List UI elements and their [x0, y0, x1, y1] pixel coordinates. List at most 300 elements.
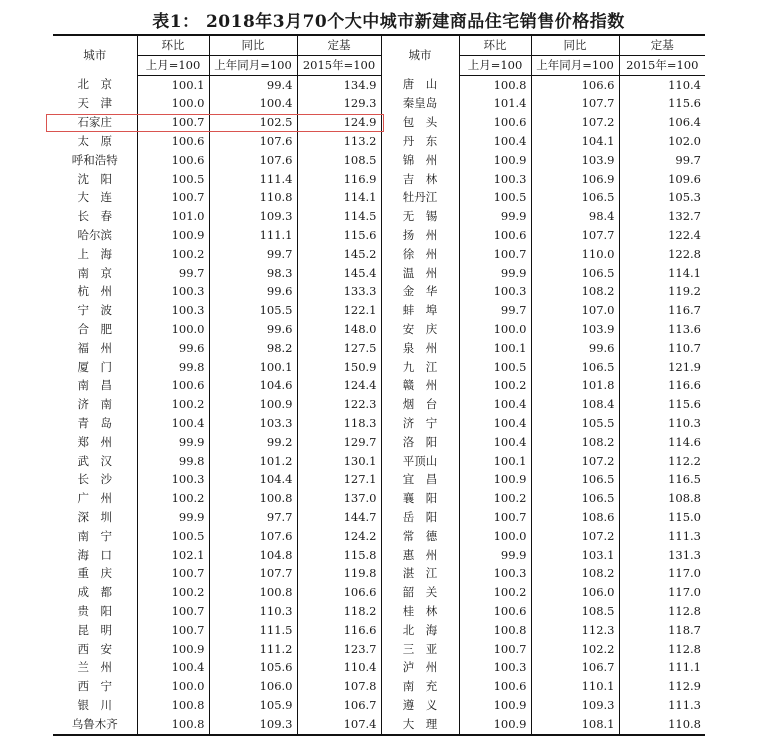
- cell-fixed-left: 114.5: [297, 207, 381, 226]
- table-row: [53, 489, 705, 508]
- cell-city-left: 合 肥: [53, 320, 137, 339]
- cell-city-left: 西 宁: [53, 677, 137, 696]
- cell-yoy-right: 107.2: [531, 452, 619, 471]
- cell-fixed-right: 117.0: [668, 585, 701, 600]
- header-row-2: [53, 55, 705, 75]
- cell-mom-left: 100.0: [137, 320, 209, 339]
- cell-yoy-left: 97.7: [209, 508, 297, 527]
- cell-yoy-left: 100.8: [209, 489, 297, 508]
- cell-fixed-right: 118.7: [668, 622, 701, 637]
- cell-fixed-left: 115.6: [297, 226, 381, 245]
- table-row: [53, 508, 705, 527]
- cell-yoy-right: 107.2: [531, 527, 619, 546]
- cell-mom-left: 99.8: [137, 452, 209, 471]
- cell-yoy-right: 102.2: [531, 640, 619, 659]
- table-row: [53, 677, 705, 696]
- cell-mom-left: 100.6: [137, 151, 209, 170]
- cell-yoy-right: 106.0: [531, 583, 619, 602]
- cell-yoy-left: 104.6: [209, 376, 297, 395]
- table-row: [53, 94, 705, 113]
- cell-mom-right: 100.9: [459, 696, 531, 715]
- table-row: [53, 264, 705, 283]
- cell-yoy-right: 107.7: [531, 94, 619, 113]
- cell-fixed-left: 106.6: [297, 583, 381, 602]
- cell-mom-left: 100.3: [137, 301, 209, 320]
- cell-city-left: 青 岛: [53, 414, 137, 433]
- table-row: [53, 226, 705, 245]
- cell-fixed-left: 130.1: [297, 452, 381, 471]
- cell-yoy-left: 99.2: [209, 433, 297, 452]
- cell-city-right: 北 海: [381, 621, 459, 640]
- cell-fixed-left: 148.0: [297, 320, 381, 339]
- cell-city-left: 上 海: [53, 245, 137, 264]
- cell-fixed-left: 107.4: [297, 715, 381, 735]
- cell-yoy-left: 109.3: [209, 207, 297, 226]
- table-row: [53, 376, 705, 395]
- cell-fixed-right: 111.3: [668, 528, 701, 543]
- cell-city-right: 岳 阳: [381, 508, 459, 527]
- cell-city-left: 沈 阳: [53, 170, 137, 189]
- cell-yoy-left: 104.4: [209, 470, 297, 489]
- cell-mom-left: 100.9: [137, 226, 209, 245]
- cell-yoy-right: 107.7: [531, 226, 619, 245]
- cell-mom-left: 100.4: [137, 658, 209, 677]
- cell-mom-left: 100.2: [137, 489, 209, 508]
- cell-yoy-right: 106.5: [531, 489, 619, 508]
- table-row: [53, 301, 705, 320]
- cell-city-left: 重 庆: [53, 564, 137, 583]
- cell-yoy-left: 105.6: [209, 658, 297, 677]
- cell-mom-right: 100.8: [459, 621, 531, 640]
- cell-mom-left: 100.7: [137, 602, 209, 621]
- cell-city-right: 唐 山: [381, 75, 459, 94]
- cell-yoy-right: 105.5: [531, 414, 619, 433]
- table-row: [53, 75, 705, 94]
- cell-yoy-left: 99.6: [209, 282, 297, 301]
- cell-yoy-right: 108.5: [531, 602, 619, 621]
- cell-fixed-right: 132.7: [668, 209, 701, 224]
- cell-mom-left: 99.7: [137, 264, 209, 283]
- cell-city-right: 牡丹江: [381, 188, 459, 207]
- cell-fixed-right: 105.3: [668, 190, 701, 205]
- cell-mom-right: 100.4: [459, 132, 531, 151]
- cell-city-right: 金 华: [381, 282, 459, 301]
- subheader-fixed-left: 2015年=100: [297, 55, 381, 75]
- cell-mom-left: 100.5: [137, 527, 209, 546]
- cell-fixed-right: 119.2: [668, 284, 701, 299]
- cell-yoy-right: 108.2: [531, 282, 619, 301]
- cell-city-right: 桂 林: [381, 602, 459, 621]
- cell-fixed-right: 114.1: [668, 265, 701, 280]
- cell-mom-left: 100.6: [137, 132, 209, 151]
- cell-mom-right: 100.1: [459, 339, 531, 358]
- cell-fixed-right: 110.7: [668, 340, 701, 355]
- cell-mom-left: 100.2: [137, 245, 209, 264]
- cell-fixed-left: 113.2: [297, 132, 381, 151]
- table-row: [53, 132, 705, 151]
- cell-city-left: 宁 波: [53, 301, 137, 320]
- cell-fixed-left: 116.6: [297, 621, 381, 640]
- cell-mom-left: 100.2: [137, 583, 209, 602]
- cell-mom-left: 100.0: [137, 94, 209, 113]
- cell-yoy-left: 105.5: [209, 301, 297, 320]
- cell-mom-left: 100.8: [137, 715, 209, 735]
- cell-city-right: 常 德: [381, 527, 459, 546]
- cell-mom-right: 100.8: [459, 75, 531, 94]
- cell-fixed-right: 110.3: [668, 415, 701, 430]
- cell-city-right: 锦 州: [381, 151, 459, 170]
- cell-city-left: 大 连: [53, 188, 137, 207]
- cell-mom-left: 100.4: [137, 414, 209, 433]
- cell-fixed-right: 112.9: [668, 679, 701, 694]
- cell-yoy-right: 108.1: [531, 715, 619, 735]
- header-mom-left: 环比: [137, 35, 209, 55]
- cell-fixed-right: 117.0: [668, 566, 701, 581]
- cell-yoy-left: 98.2: [209, 339, 297, 358]
- cell-mom-left: 100.7: [137, 621, 209, 640]
- cell-yoy-right: 106.6: [531, 75, 619, 94]
- cell-city-right: 韶 关: [381, 583, 459, 602]
- cell-yoy-right: 101.8: [531, 376, 619, 395]
- cell-fixed-left: 115.8: [297, 546, 381, 565]
- cell-fixed-right: 108.8: [668, 491, 701, 506]
- cell-yoy-left: 107.6: [209, 132, 297, 151]
- cell-mom-left: 99.6: [137, 339, 209, 358]
- cell-fixed-right: 121.9: [668, 359, 701, 374]
- cell-fixed-right: 115.0: [668, 509, 701, 524]
- cell-mom-left: 100.7: [137, 188, 209, 207]
- cell-yoy-right: 110.0: [531, 245, 619, 264]
- cell-fixed-left: 127.5: [297, 339, 381, 358]
- table-row: [53, 282, 705, 301]
- header-fixed-left: 定基: [297, 35, 381, 55]
- cell-fixed-left: 106.7: [297, 696, 381, 715]
- table-row: [53, 207, 705, 226]
- cell-fixed-right: 115.6: [668, 96, 701, 111]
- cell-city-left: 石家庄: [53, 113, 137, 132]
- cell-mom-right: 100.7: [459, 640, 531, 659]
- cell-mom-right: 100.3: [459, 658, 531, 677]
- cell-fixed-right: 116.5: [668, 472, 701, 487]
- cell-fixed-right: 110.8: [619, 715, 705, 735]
- header-yoy-right: 同比: [531, 35, 619, 55]
- cell-mom-right: 100.7: [459, 508, 531, 527]
- cell-city-left: 太 原: [53, 132, 137, 151]
- cell-fixed-left: 107.8: [297, 677, 381, 696]
- cell-mom-right: 100.5: [459, 358, 531, 377]
- cell-mom-left: 100.3: [137, 470, 209, 489]
- cell-mom-right: 100.6: [459, 677, 531, 696]
- cell-fixed-left: 116.9: [297, 170, 381, 189]
- cell-fixed-left: 108.5: [297, 151, 381, 170]
- cell-yoy-left: 100.1: [209, 358, 297, 377]
- cell-mom-left: 99.9: [137, 433, 209, 452]
- cell-mom-left: 101.0: [137, 207, 209, 226]
- cell-mom-right: 100.6: [459, 226, 531, 245]
- cell-fixed-left: 124.9: [297, 113, 381, 132]
- cell-fixed-right: 113.6: [668, 321, 701, 336]
- cell-city-left: 银 川: [53, 696, 137, 715]
- table-row: [53, 113, 705, 132]
- cell-yoy-right: 107.2: [531, 113, 619, 132]
- header-fixed-right: 定基: [619, 35, 705, 55]
- cell-mom-right: 100.7: [459, 245, 531, 264]
- cell-fixed-right: 112.8: [668, 603, 701, 618]
- cell-fixed-left: 124.2: [297, 527, 381, 546]
- cell-city-right: 平顶山: [381, 452, 459, 471]
- cell-city-left: 广 州: [53, 489, 137, 508]
- cell-city-right: 济 宁: [381, 414, 459, 433]
- cell-city-right: 包 头: [381, 113, 459, 132]
- table-row: [53, 320, 705, 339]
- cell-city-right: 遵 义: [381, 696, 459, 715]
- cell-mom-right: 100.4: [459, 433, 531, 452]
- cell-mom-left: 99.8: [137, 358, 209, 377]
- cell-city-right: 泸 州: [381, 658, 459, 677]
- table-row: [53, 564, 705, 583]
- header-yoy-left: 同比: [209, 35, 297, 55]
- cell-yoy-left: 111.4: [209, 170, 297, 189]
- cell-yoy-right: 108.2: [531, 564, 619, 583]
- cell-city-left: 厦 门: [53, 358, 137, 377]
- cell-mom-right: 100.2: [459, 583, 531, 602]
- cell-city-right: 九 江: [381, 358, 459, 377]
- cell-yoy-left: 109.3: [209, 715, 297, 735]
- cell-city-left: 呼和浩特: [53, 151, 137, 170]
- cell-city-right: 泉 州: [381, 339, 459, 358]
- cell-mom-left: 99.9: [137, 508, 209, 527]
- cell-fixed-left: 118.3: [297, 414, 381, 433]
- cell-yoy-left: 111.1: [209, 226, 297, 245]
- cell-fixed-right: 110.4: [668, 77, 701, 92]
- cell-yoy-right: 106.5: [531, 358, 619, 377]
- cell-fixed-left: 122.1: [297, 301, 381, 320]
- cell-fixed-right: 116.6: [668, 378, 701, 393]
- subheader-fixed-right: 2015年=100: [619, 55, 705, 75]
- cell-mom-right: 101.4: [459, 94, 531, 113]
- cell-yoy-left: 110.8: [209, 188, 297, 207]
- cell-yoy-left: 111.5: [209, 621, 297, 640]
- cell-mom-left: 100.1: [137, 75, 209, 94]
- cell-fixed-left: 133.3: [297, 282, 381, 301]
- table-row: [53, 527, 705, 546]
- subheader-mom-left: 上月=100: [137, 55, 209, 75]
- subheader-yoy-right: 上年同月=100: [531, 55, 619, 75]
- cell-mom-right: 99.7: [459, 301, 531, 320]
- table-row: [53, 245, 705, 264]
- cell-mom-left: 100.0: [137, 677, 209, 696]
- cell-yoy-right: 99.6: [531, 339, 619, 358]
- table-row: [53, 658, 705, 677]
- cell-yoy-right: 108.2: [531, 433, 619, 452]
- cell-city-left: 南 京: [53, 264, 137, 283]
- cell-city-left: 昆 明: [53, 621, 137, 640]
- cell-yoy-right: 106.5: [531, 470, 619, 489]
- cell-yoy-right: 109.3: [531, 696, 619, 715]
- cell-mom-right: 100.9: [459, 470, 531, 489]
- cell-yoy-left: 102.5: [209, 113, 297, 132]
- cell-mom-left: 100.2: [137, 395, 209, 414]
- cell-yoy-right: 106.5: [531, 264, 619, 283]
- cell-city-left: 深 圳: [53, 508, 137, 527]
- cell-mom-right: 100.2: [459, 489, 531, 508]
- cell-fixed-right: 102.0: [668, 133, 701, 148]
- cell-fixed-right: 111.1: [668, 660, 701, 675]
- cell-mom-right: 100.3: [459, 282, 531, 301]
- table-row: [53, 339, 705, 358]
- cell-mom-left: 100.7: [137, 564, 209, 583]
- header-mom-right: 环比: [459, 35, 531, 55]
- cell-mom-right: 100.2: [459, 376, 531, 395]
- cell-yoy-right: 103.9: [531, 151, 619, 170]
- cell-city-left: 海 口: [53, 546, 137, 565]
- table-row: [53, 452, 705, 471]
- cell-city-left: 北 京: [53, 75, 137, 94]
- cell-fixed-right: 106.4: [668, 115, 701, 130]
- cell-fixed-left: 118.2: [297, 602, 381, 621]
- cell-city-right: 烟 台: [381, 395, 459, 414]
- cell-city-left: 哈尔滨: [53, 226, 137, 245]
- cell-fixed-left: 123.7: [297, 640, 381, 659]
- cell-mom-right: 99.9: [459, 264, 531, 283]
- cell-yoy-left: 100.8: [209, 583, 297, 602]
- table-row: [53, 470, 705, 489]
- table-row: [53, 546, 705, 565]
- cell-fixed-right: 122.8: [668, 246, 701, 261]
- table-row: [53, 621, 705, 640]
- table-row: [53, 358, 705, 377]
- table-row: [53, 640, 705, 659]
- cell-yoy-right: 106.5: [531, 188, 619, 207]
- cell-mom-right: 100.4: [459, 414, 531, 433]
- cell-city-right: 无 锡: [381, 207, 459, 226]
- cell-yoy-left: 101.2: [209, 452, 297, 471]
- cell-mom-right: 100.9: [459, 151, 531, 170]
- cell-city-right: 湛 江: [381, 564, 459, 583]
- cell-city-right: 吉 林: [381, 170, 459, 189]
- cell-yoy-left: 99.7: [209, 245, 297, 264]
- cell-mom-right: 100.0: [459, 320, 531, 339]
- cell-yoy-right: 108.6: [531, 508, 619, 527]
- cell-city-left: 长 沙: [53, 470, 137, 489]
- cell-fixed-right: 111.3: [668, 697, 701, 712]
- cell-yoy-right: 107.0: [531, 301, 619, 320]
- cell-fixed-left: 114.1: [297, 188, 381, 207]
- cell-city-right: 丹 东: [381, 132, 459, 151]
- cell-yoy-left: 98.3: [209, 264, 297, 283]
- cell-city-left: 成 都: [53, 583, 137, 602]
- cell-fixed-left: 137.0: [297, 489, 381, 508]
- cell-city-left: 贵 阳: [53, 602, 137, 621]
- subheader-yoy-left: 上年同月=100: [209, 55, 297, 75]
- cell-fixed-left: 110.4: [297, 658, 381, 677]
- table-row: [53, 583, 705, 602]
- cell-fixed-left: 134.9: [297, 75, 381, 94]
- cell-city-left: 济 南: [53, 395, 137, 414]
- cell-fixed-right: 131.3: [668, 547, 701, 562]
- cell-yoy-left: 99.6: [209, 320, 297, 339]
- cell-fixed-right: 99.7: [675, 152, 701, 167]
- cell-city-left: 福 州: [53, 339, 137, 358]
- cell-yoy-right: 110.1: [531, 677, 619, 696]
- cell-city-right: 惠 州: [381, 546, 459, 565]
- cell-city-right: 大 理: [381, 715, 459, 735]
- cell-yoy-right: 103.9: [531, 320, 619, 339]
- cell-fixed-left: 150.9: [297, 358, 381, 377]
- cell-city-left: 天 津: [53, 94, 137, 113]
- cell-city-right: 洛 阳: [381, 433, 459, 452]
- cell-fixed-left: 127.1: [297, 470, 381, 489]
- cell-fixed-right: 122.4: [668, 227, 701, 242]
- cell-fixed-left: 119.8: [297, 564, 381, 583]
- cell-yoy-left: 107.6: [209, 527, 297, 546]
- cell-city-right: 蚌 埠: [381, 301, 459, 320]
- header-city-right: 城市: [381, 35, 459, 75]
- cell-city-right: 扬 州: [381, 226, 459, 245]
- cell-fixed-left: 124.4: [297, 376, 381, 395]
- subheader-mom-right: 上月=100: [459, 55, 531, 75]
- cell-city-right: 徐 州: [381, 245, 459, 264]
- cell-fixed-right: 112.2: [668, 453, 701, 468]
- cell-city-left: 武 汉: [53, 452, 137, 471]
- table-title: 表1： 2018年3月70个大中城市新建商品住宅销售价格指数: [152, 12, 625, 32]
- cell-yoy-left: 104.8: [209, 546, 297, 565]
- cell-yoy-left: 111.2: [209, 640, 297, 659]
- cell-fixed-right: 116.7: [668, 303, 701, 318]
- table-row: [53, 696, 705, 715]
- cell-yoy-right: 106.7: [531, 658, 619, 677]
- table-row: [53, 395, 705, 414]
- cell-yoy-left: 100.4: [209, 94, 297, 113]
- cell-mom-left: 100.6: [137, 376, 209, 395]
- cell-yoy-left: 107.6: [209, 151, 297, 170]
- cell-mom-left: 100.8: [137, 696, 209, 715]
- cell-fixed-left: 145.2: [297, 245, 381, 264]
- cell-city-right: 秦皇岛: [381, 94, 459, 113]
- cell-city-right: 三 亚: [381, 640, 459, 659]
- cell-mom-left: 100.3: [137, 282, 209, 301]
- cell-mom-right: 99.9: [459, 207, 531, 226]
- table-row: [53, 414, 705, 433]
- cell-yoy-left: 105.9: [209, 696, 297, 715]
- cell-mom-right: 100.3: [459, 564, 531, 583]
- cell-mom-right: 100.6: [459, 113, 531, 132]
- cell-yoy-left: 99.4: [209, 75, 297, 94]
- cell-yoy-right: 98.4: [531, 207, 619, 226]
- cell-mom-left: 102.1: [137, 546, 209, 565]
- table-row: [53, 170, 705, 189]
- cell-yoy-left: 100.9: [209, 395, 297, 414]
- cell-fixed-right: 109.6: [668, 171, 701, 186]
- cell-city-left: 郑 州: [53, 433, 137, 452]
- cell-mom-right: 100.0: [459, 527, 531, 546]
- cell-city-left: 兰 州: [53, 658, 137, 677]
- cell-city-right: 宜 昌: [381, 470, 459, 489]
- table-row: [53, 602, 705, 621]
- cell-fixed-left: 144.7: [297, 508, 381, 527]
- cell-city-left: 长 春: [53, 207, 137, 226]
- table-row: [53, 715, 705, 735]
- cell-city-right: 安 庆: [381, 320, 459, 339]
- cell-yoy-right: 112.3: [531, 621, 619, 640]
- cell-city-right: 赣 州: [381, 376, 459, 395]
- cell-city-left: 西 安: [53, 640, 137, 659]
- cell-mom-right: 100.6: [459, 602, 531, 621]
- cell-mom-right: 100.1: [459, 452, 531, 471]
- cell-yoy-right: 108.4: [531, 395, 619, 414]
- cell-mom-left: 100.5: [137, 170, 209, 189]
- cell-yoy-left: 107.7: [209, 564, 297, 583]
